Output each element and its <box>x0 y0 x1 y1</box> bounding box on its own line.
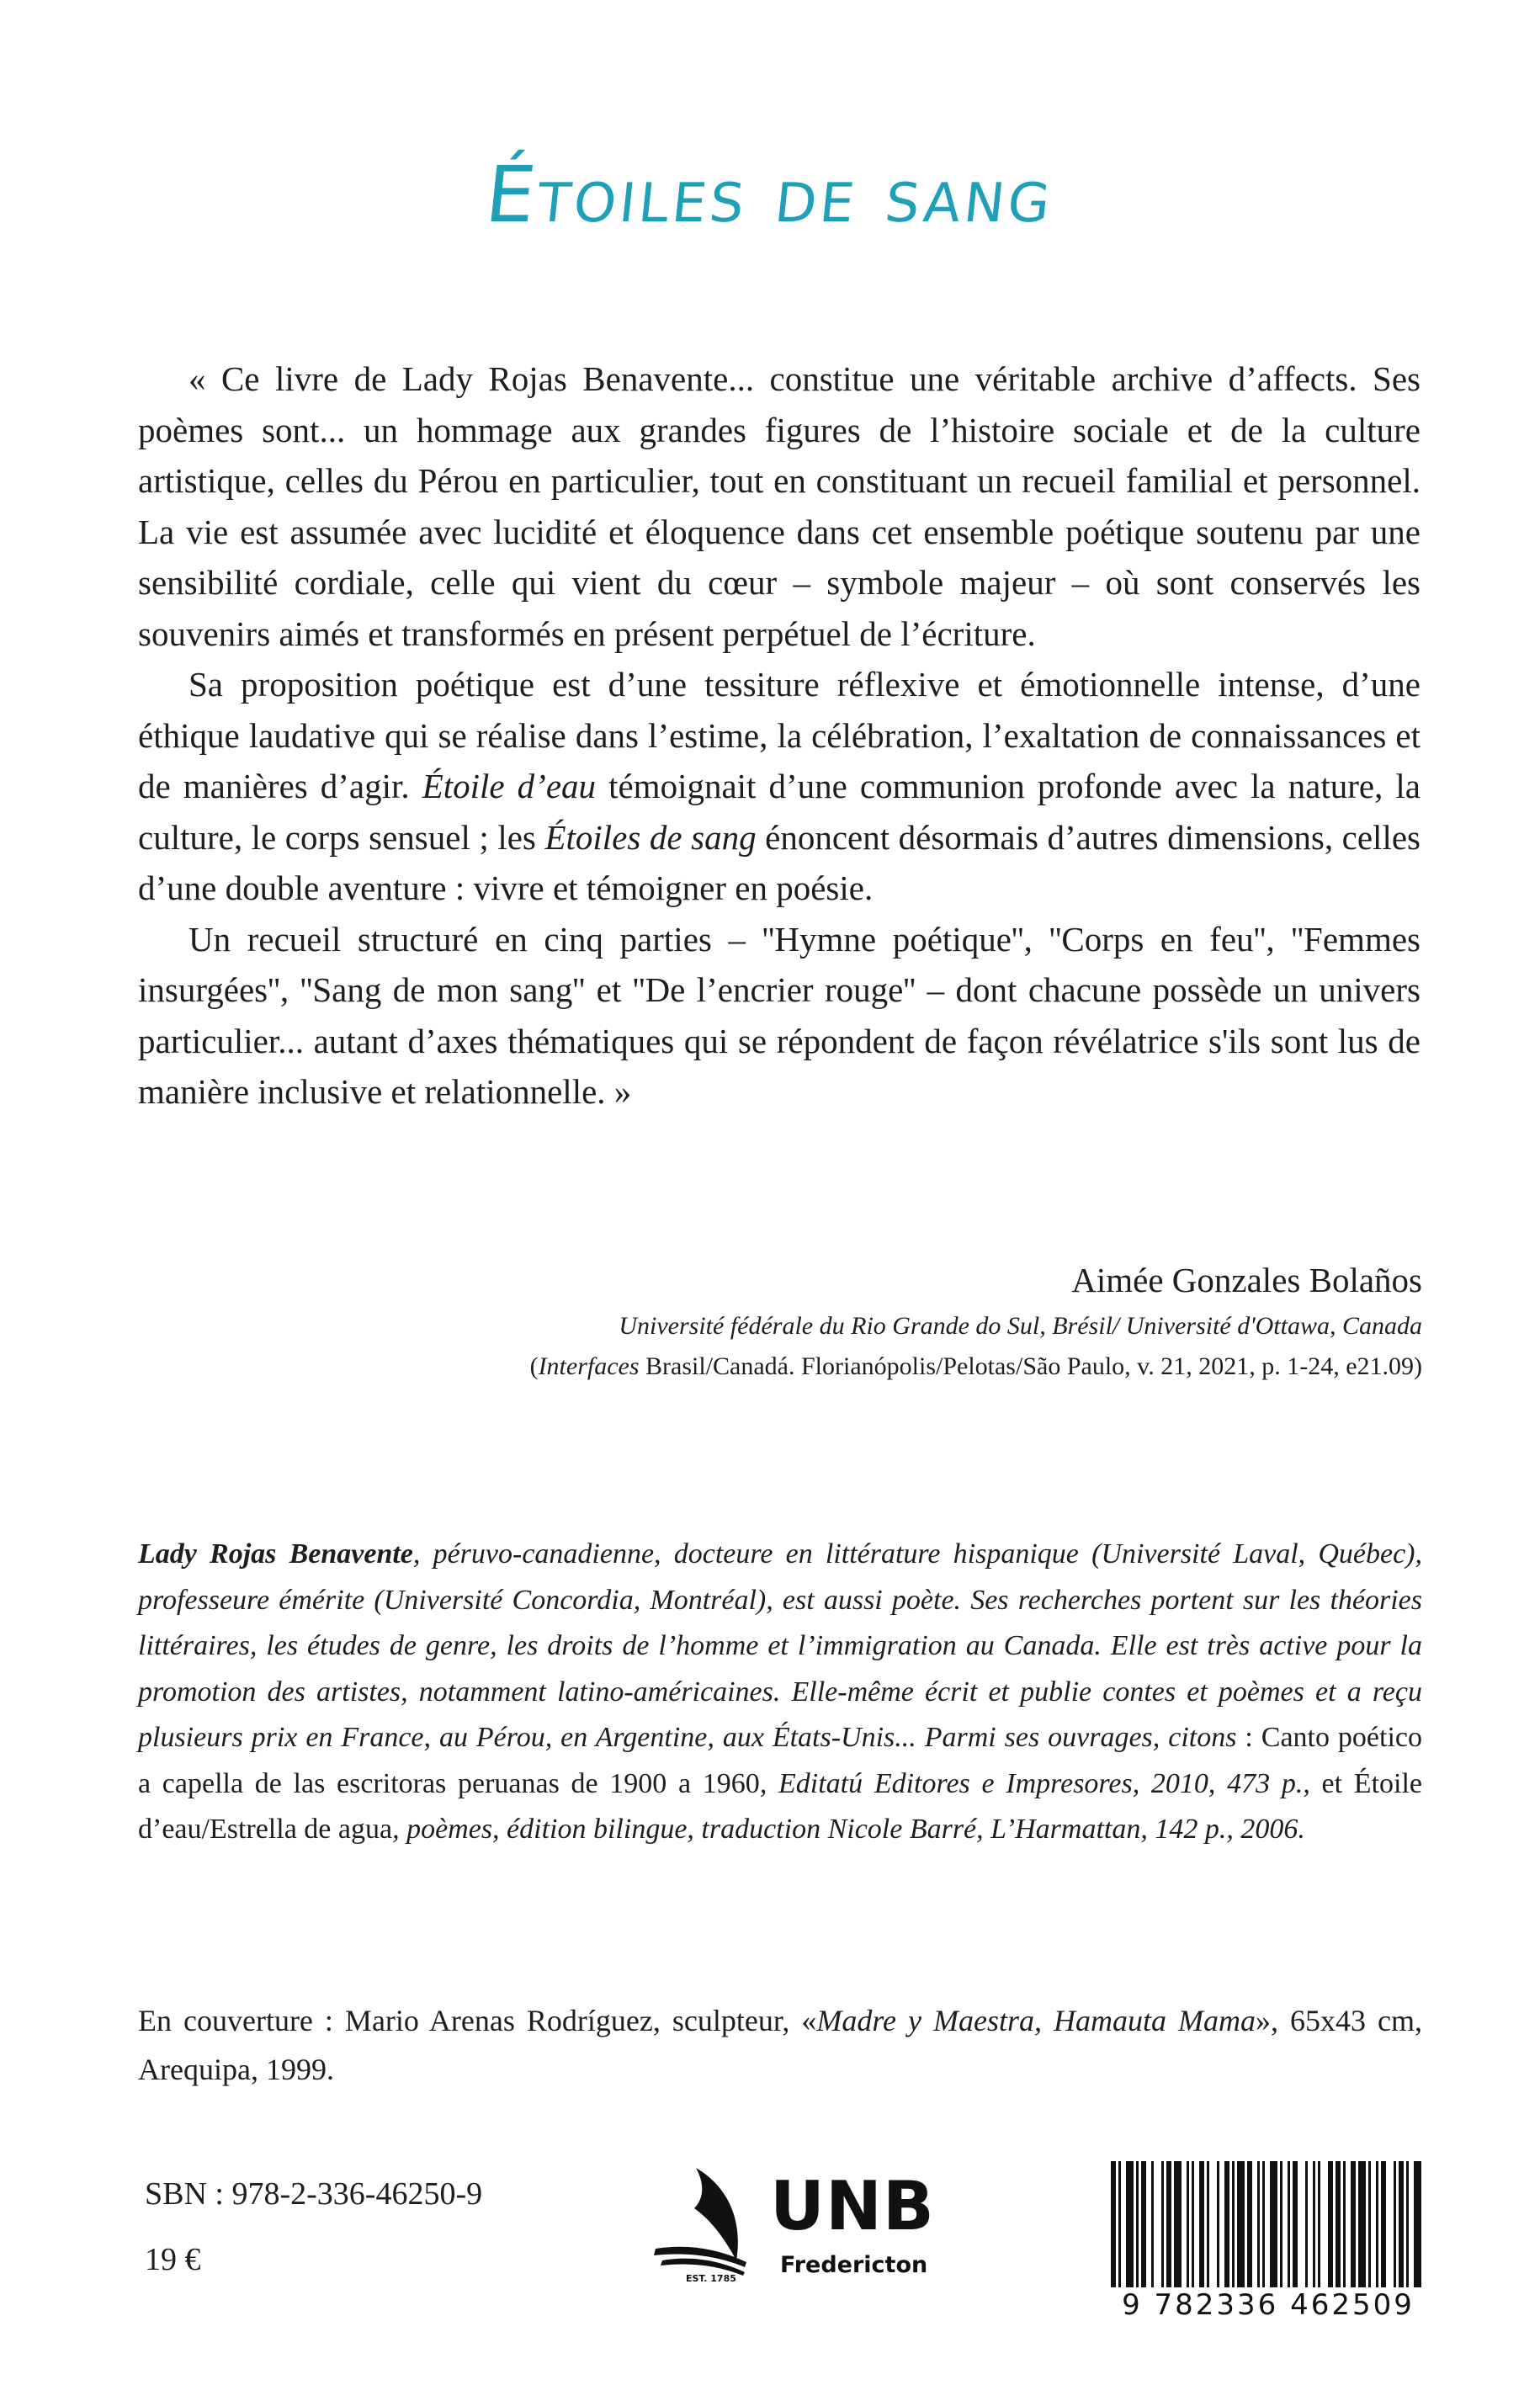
isbn-text: SBN : 978-2-336-46250-9 <box>145 2176 483 2212</box>
barcode-bar <box>1174 2161 1182 2287</box>
quote-reference: (Interfaces Brasil/Canadá. Florianópolis/Pelotas/São Paulo, v. 21, 2021, p. 1-24, e21.09) <box>529 1352 1422 1380</box>
barcode-bar <box>1406 2161 1409 2287</box>
barcode-bar <box>1224 2161 1229 2287</box>
quote-paragraph-3: Un recueil structuré en cinq parties – ''Hymne poétique'', ''Corps en feu'', ''Femmes insurgées'', ''Sang de mon sang'' et ''De l’encrier rouge'' – dont chacune possède un univers particulier... autant d’axes thématiques qui se répondent de façon révélatrice s'ils sont lus de manière inclusive et relationnelle. » <box>138 919 1421 1111</box>
barcode-bar <box>1394 2161 1396 2287</box>
barcode-bar <box>1247 2161 1252 2287</box>
barcode-bar <box>1351 2161 1356 2287</box>
barcode-bar <box>1217 2161 1219 2287</box>
barcode-bar <box>1151 2161 1154 2287</box>
barcode-bar <box>1111 2161 1116 2287</box>
reviewer-university: Université fédérale du Rio Grande do Sul, Brésil/ Université d'Ottawa, Canada <box>619 1312 1422 1340</box>
barcode-digits: 9 782336 462509 <box>1122 2288 1415 2322</box>
bio-work-1: Canto poético a capella de las escritoras peruanas de 1900 a 1960 <box>138 1722 1422 1799</box>
reviewer-name: Aimée Gonzales Bolaños <box>1071 1261 1422 1299</box>
barcode-bar <box>1166 2161 1171 2287</box>
barcode-bars <box>1111 2161 1426 2292</box>
barcode-bar <box>1126 2161 1134 2287</box>
barcode-bar <box>1293 2161 1298 2287</box>
barcode-bar <box>1358 2161 1366 2287</box>
bio-work-2: Étoile d’eau/Estrella de agua <box>138 1767 1422 1845</box>
barcode-bar <box>1328 2161 1333 2287</box>
barcode-bar <box>1199 2161 1204 2287</box>
barcode-bar <box>1381 2161 1386 2287</box>
barcode-bar <box>1368 2161 1371 2287</box>
logo-city: Fredericton <box>780 2252 928 2278</box>
barcode-bar <box>1237 2161 1245 2287</box>
barcode-bar <box>1141 2161 1146 2287</box>
barcode-bar <box>1313 2161 1315 2287</box>
barcode-bar <box>1118 2161 1121 2287</box>
barcode-bar <box>1318 2161 1320 2287</box>
unb-logo <box>644 2161 935 2287</box>
logo-name: UNB <box>770 2167 935 2245</box>
barcode-bar <box>1262 2161 1265 2287</box>
barcode-bar <box>1232 2161 1235 2287</box>
author-name: Lady Rojas Benavente <box>138 1538 413 1570</box>
barcode-bar <box>1376 2161 1378 2287</box>
barcode-bar <box>1257 2161 1260 2287</box>
barcode-bar <box>1288 2161 1290 2287</box>
barcode-bar <box>1343 2161 1346 2287</box>
barcode-bar <box>1207 2161 1209 2287</box>
cover-credit: En couverture : Mario Arenas Rodríguez, sculpteur, «Madre y Maestra, Hamauta Mama», 65x43 cm, Arequipa, 1999. <box>138 2004 1423 2086</box>
barcode-bar <box>1305 2161 1308 2287</box>
author-bio: Lady Rojas Benavente, péruvo-canadienne, docteure en littérature hispanique (Université Laval, Québec), professeure émérite (Université Concordia, Montréal), est aussi poète. Ses recherches portent sur les théories littéraires, les études de genre, les droits de l’homme et l’immigration au Canada. Elle est très active pour la promotion des artistes, notamment latino-américaines. Elle-même écrit et publie contes et poèmes et a reçu plusieurs prix en France, au Pérou, en Argentine, aux États-Unis... Parmi ses ouvrages, citons : Canto poético a capella de las escritoras peruanas de 1900 a 1960, Editatú Editores e Impresores, 2010, 473 p., et Étoile d’eau/Estrella de agua, poèmes, édition bilingue, traduction Nicole Barré, L’Harmattan, 142 p., 2006. <box>138 1538 1423 1845</box>
barcode-bar <box>1336 2161 1341 2287</box>
review-quote <box>138 353 1421 1118</box>
barcode <box>1099 2151 1437 2328</box>
barcode-bar <box>1192 2161 1194 2287</box>
barcode-bar <box>1280 2161 1282 2287</box>
barcode-bar <box>1270 2161 1277 2287</box>
barcode-bar <box>1136 2161 1139 2287</box>
work-title-etoiles-de-sang: Étoiles de sang <box>544 817 757 857</box>
quote-attribution <box>530 1254 1422 1387</box>
book-title: Étoiles de sang <box>481 150 1059 240</box>
logo-est: EST. 1785 <box>686 2273 736 2284</box>
barcode-bar <box>1399 2161 1404 2287</box>
barcode-bar <box>1414 2161 1421 2287</box>
price-text: 19 € <box>145 2242 201 2277</box>
barcode-bar <box>1161 2161 1164 2287</box>
work-title-etoile-deau: Étoile d’eau <box>422 767 597 805</box>
sail-emblem-icon <box>644 2161 770 2279</box>
quote-paragraph-2: Sa proposition poétique est d’une tessiture réflexive et émotionnelle intense, d’une éthique laudative qui se réalise dans l’estime, la célébration, l’exaltation de connaissances et de manières d’agir. Étoile d’eau témoignait d’une communion profonde avec la nature, la culture, le corps sensuel ; les Étoiles de sang énoncent désormais d’autres dimensions, celles d’une double aventure : vivre et témoigner en poésie. <box>138 665 1421 907</box>
barcode-bar <box>1187 2161 1189 2287</box>
quote-paragraph-1: « Ce livre de Lady Rojas Benavente... constitue une véritable archive d’affects. Ses poèmes sont... un hommage aux grandes figures de l’histoire sociale et de la culture artistique, celles du Pérou en particulier, tout en constituant un recueil familial et personnel. La vie est assumée avec lucidité et éloquence dans cet ensemble poétique soutenu par une sensibilité cordiale, celle qui vient du cœur – symbole majeur – où sont conservés les souvenirs aimés et transformés en présent perpétuel de l’écriture. <box>138 359 1421 653</box>
